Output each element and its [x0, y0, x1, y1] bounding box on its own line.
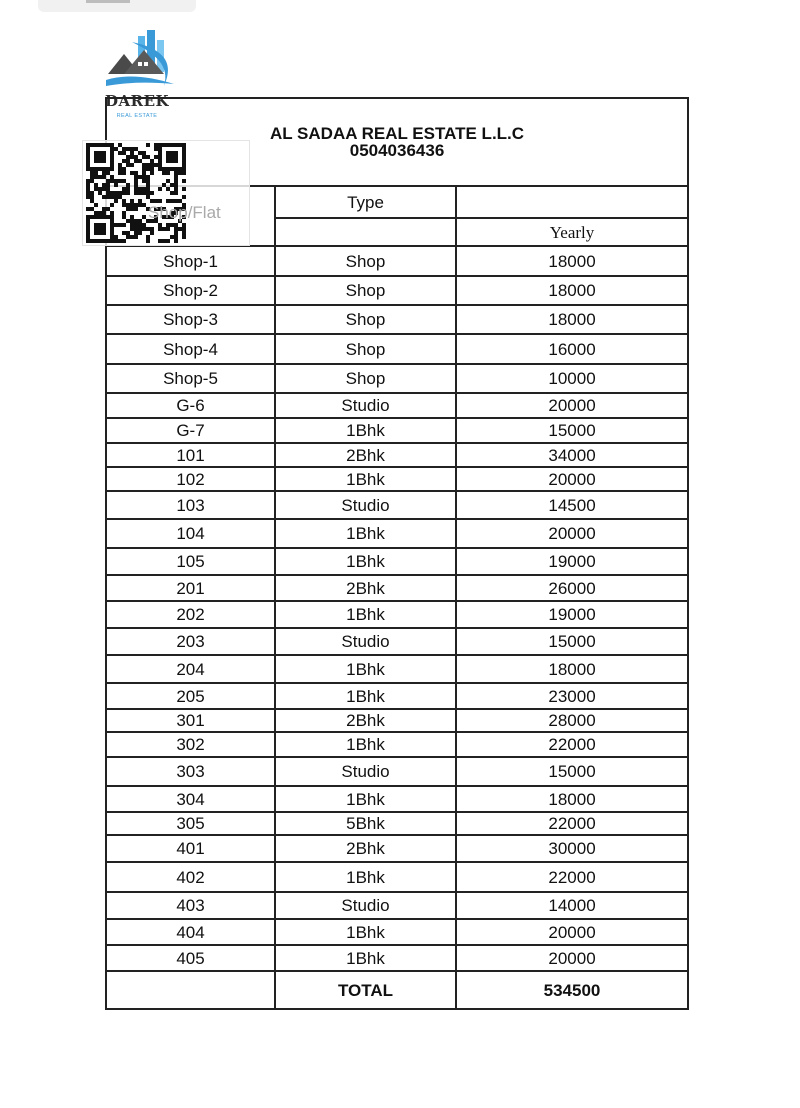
cell-type: 1Bhk [275, 786, 456, 812]
cell-type: 1Bhk [275, 919, 456, 945]
brand-name: DAREK [104, 92, 170, 110]
table-row [106, 276, 688, 305]
table-row [106, 467, 688, 491]
cell-yearly: 18000 [456, 786, 688, 812]
table-row [106, 892, 688, 919]
cell-unit: 105 [106, 548, 275, 575]
cell-type: 1Bhk [275, 467, 456, 491]
table-row [106, 757, 688, 786]
total-blank-cell [106, 971, 275, 1009]
cell-yearly: 15000 [456, 757, 688, 786]
cell-unit: G-7 [106, 418, 275, 443]
cell-yearly: 16000 [456, 334, 688, 364]
cell-unit: Shop-3 [106, 305, 275, 334]
cell-unit: 102 [106, 467, 275, 491]
cell-type: Shop [275, 276, 456, 305]
brand-tagline: REAL ESTATE [116, 113, 158, 119]
table-row [106, 628, 688, 655]
cell-unit: 104 [106, 519, 275, 548]
cell-unit: 301 [106, 709, 275, 732]
cell-unit: 402 [106, 862, 275, 892]
total-value: 534500 [456, 971, 688, 1009]
cell-type: 1Bhk [275, 519, 456, 548]
table-row [106, 709, 688, 732]
table-row [106, 418, 688, 443]
table-row [106, 246, 688, 276]
cell-yearly: 15000 [456, 628, 688, 655]
cell-unit: 103 [106, 491, 275, 519]
cell-yearly: 23000 [456, 683, 688, 709]
cell-yearly: 18000 [456, 276, 688, 305]
table-row [106, 732, 688, 757]
type-column-header: Type [275, 186, 456, 218]
cell-type: 1Bhk [275, 601, 456, 628]
cell-type: 1Bhk [275, 862, 456, 892]
cell-type: Studio [275, 757, 456, 786]
cell-type: Studio [275, 892, 456, 919]
cell-unit: Shop-2 [106, 276, 275, 305]
cell-unit: 101 [106, 443, 275, 467]
cell-unit: Shop-5 [106, 364, 275, 393]
cell-type: Shop [275, 305, 456, 334]
cell-unit: 404 [106, 919, 275, 945]
cell-unit: 303 [106, 757, 275, 786]
cell-unit: 304 [106, 786, 275, 812]
cell-yearly: 22000 [456, 862, 688, 892]
cell-unit: 204 [106, 655, 275, 683]
table-row [106, 601, 688, 628]
cell-yearly: 20000 [456, 945, 688, 971]
table-row [106, 862, 688, 892]
cell-unit: 305 [106, 812, 275, 835]
cell-yearly: 22000 [456, 812, 688, 835]
table-row [106, 683, 688, 709]
qr-code-overlay [82, 140, 250, 246]
total-label: TOTAL [275, 971, 456, 1009]
cell-yearly: 19000 [456, 601, 688, 628]
cell-yearly: 14000 [456, 892, 688, 919]
table-row [106, 491, 688, 519]
cell-type: Studio [275, 393, 456, 418]
cell-yearly: 20000 [456, 467, 688, 491]
table-row [106, 919, 688, 945]
cell-yearly: 28000 [456, 709, 688, 732]
table-row [106, 364, 688, 393]
table-row [106, 393, 688, 418]
table-row [106, 334, 688, 364]
cell-yearly: 26000 [456, 575, 688, 601]
cell-type: 1Bhk [275, 732, 456, 757]
cell-type: 1Bhk [275, 945, 456, 971]
cell-yearly: 22000 [456, 732, 688, 757]
cell-unit: Shop-1 [106, 246, 275, 276]
table-row [106, 575, 688, 601]
cell-type: 2Bhk [275, 835, 456, 862]
table-row [106, 655, 688, 683]
total-row [106, 971, 688, 1009]
cell-type: Shop [275, 334, 456, 364]
cell-yearly: 14500 [456, 491, 688, 519]
cell-type: 2Bhk [275, 443, 456, 467]
cell-unit: 202 [106, 601, 275, 628]
blank-header-cell [456, 186, 688, 218]
cell-type: Studio [275, 491, 456, 519]
table-row [106, 443, 688, 467]
table-row [106, 835, 688, 862]
cell-unit: 302 [106, 732, 275, 757]
cell-type: 2Bhk [275, 709, 456, 732]
table-row [106, 519, 688, 548]
yearly-column-header: Yearly [456, 218, 688, 246]
top-edge-strip [38, 0, 196, 12]
cell-type: Shop [275, 246, 456, 276]
cell-type: 2Bhk [275, 575, 456, 601]
cell-yearly: 15000 [456, 418, 688, 443]
cell-type: 1Bhk [275, 418, 456, 443]
cell-unit: 401 [106, 835, 275, 862]
qr-code-icon [84, 143, 188, 243]
cell-type: Studio [275, 628, 456, 655]
table-row [106, 305, 688, 334]
blank-header-cell [275, 218, 456, 246]
cell-yearly: 18000 [456, 655, 688, 683]
cell-type: 1Bhk [275, 548, 456, 575]
unit-column-label: Shop/Flat [148, 203, 221, 222]
cell-yearly: 19000 [456, 548, 688, 575]
cell-unit: 201 [106, 575, 275, 601]
cell-unit: 405 [106, 945, 275, 971]
table-row [106, 548, 688, 575]
cell-yearly: 30000 [456, 835, 688, 862]
cell-unit: G-6 [106, 393, 275, 418]
cell-unit: 205 [106, 683, 275, 709]
house-logo-icon [104, 30, 176, 92]
cell-unit: 203 [106, 628, 275, 655]
company-phone: 0504036436 [349, 141, 445, 160]
cell-unit: Shop-4 [106, 334, 275, 364]
cell-type: 5Bhk [275, 812, 456, 835]
cell-yearly: 10000 [456, 364, 688, 393]
table-row [106, 812, 688, 835]
company-name: AL SADAA REAL ESTATE L.L.C [269, 124, 525, 143]
table-row [106, 786, 688, 812]
table-row [106, 945, 688, 971]
cell-type: Shop [275, 364, 456, 393]
cell-yearly: 20000 [456, 519, 688, 548]
cell-type: 1Bhk [275, 683, 456, 709]
cell-unit: 403 [106, 892, 275, 919]
cell-yearly: 34000 [456, 443, 688, 467]
cell-type: 1Bhk [275, 655, 456, 683]
cell-yearly: 20000 [456, 393, 688, 418]
cell-yearly: 18000 [456, 246, 688, 276]
cell-yearly: 18000 [456, 305, 688, 334]
cell-yearly: 20000 [456, 919, 688, 945]
